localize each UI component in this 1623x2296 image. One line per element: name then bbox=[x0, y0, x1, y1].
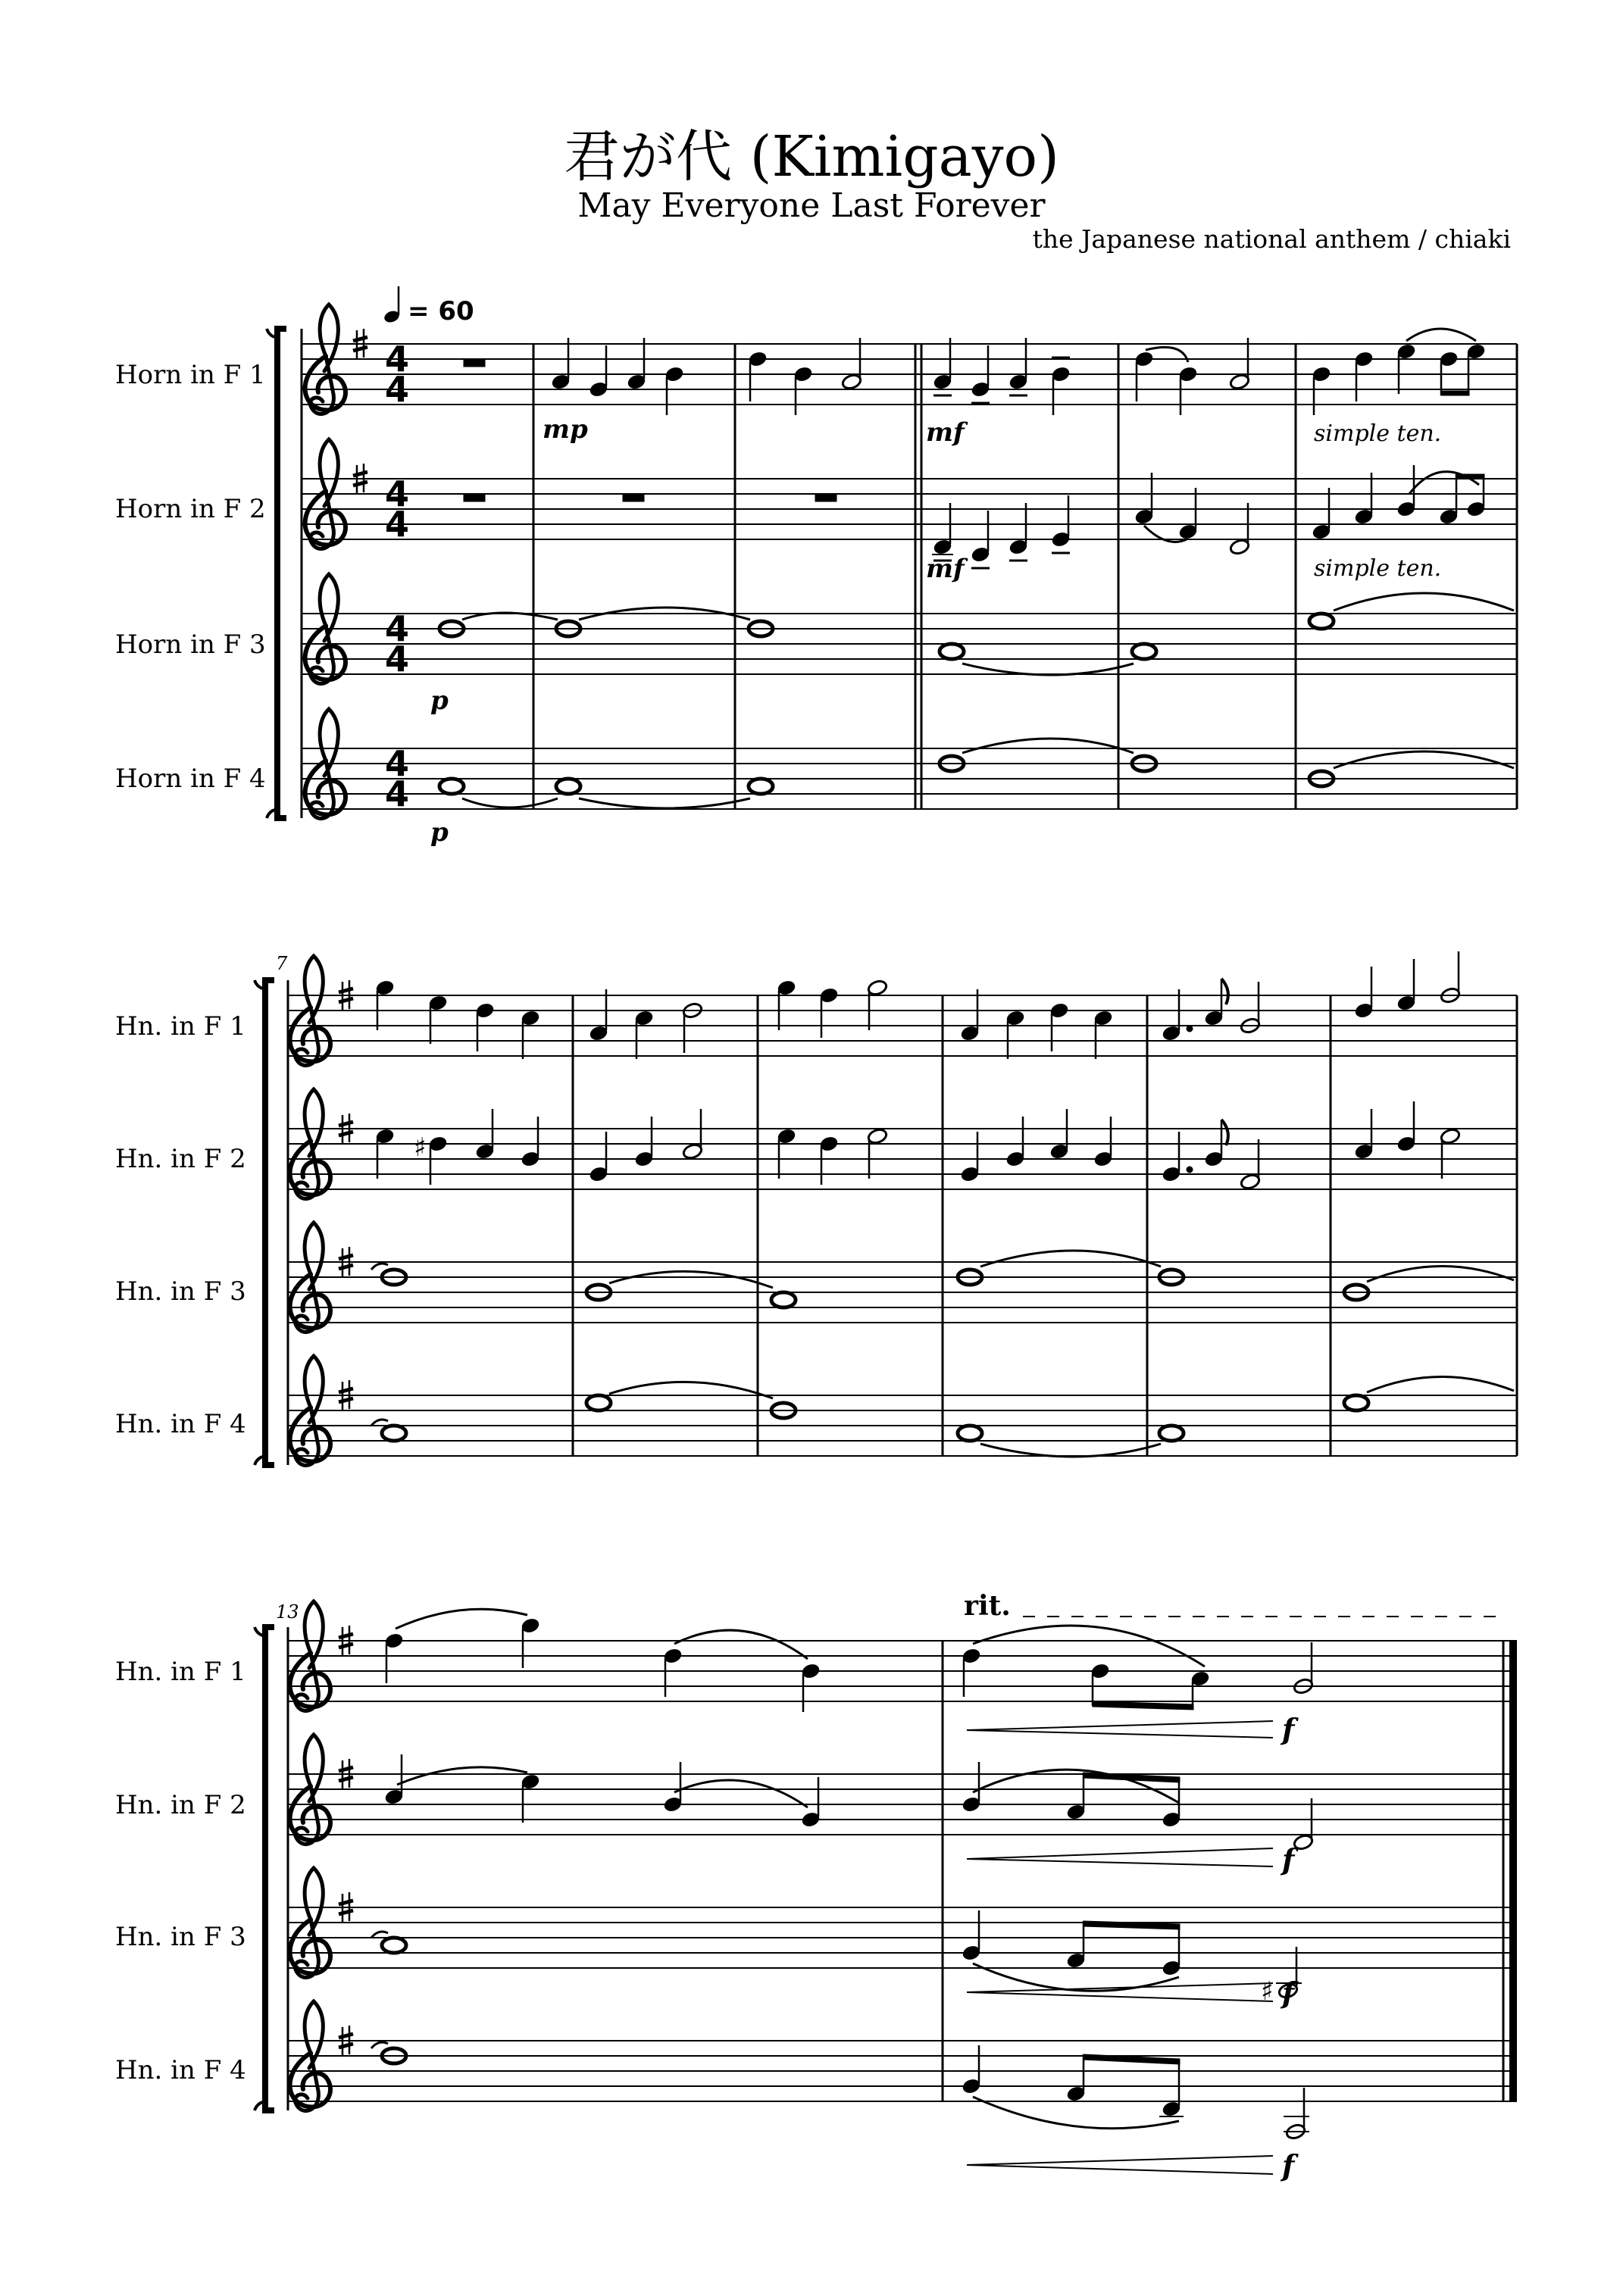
instrument-name: Hn. in F 1 bbox=[115, 1657, 246, 1687]
svg-text:f: f bbox=[1282, 1842, 1295, 1876]
instrument-name: Horn in F 4 bbox=[115, 764, 266, 794]
svg-text:4: 4 bbox=[385, 773, 410, 814]
horn4-notes-system3 bbox=[371, 2042, 1309, 2174]
svg-text:♯: ♯ bbox=[414, 1132, 427, 1163]
horn1-notes-system1 bbox=[464, 329, 1486, 415]
score-title: 君が代 (Kimigayo) bbox=[564, 124, 1059, 189]
system-1 bbox=[115, 286, 1517, 848]
instrument-name: Horn in F 1 bbox=[115, 360, 266, 390]
svg-text:4: 4 bbox=[385, 339, 410, 380]
svg-text:4: 4 bbox=[385, 639, 410, 679]
instrument-name: Hn. in F 3 bbox=[115, 1922, 246, 1952]
svg-text:f: f bbox=[1282, 1712, 1295, 1746]
staff-lines bbox=[288, 1641, 1517, 2101]
svg-text:mp: mp bbox=[543, 414, 588, 445]
instrument-name: Horn in F 2 bbox=[115, 494, 266, 524]
instrument-name: Hn. in F 3 bbox=[115, 1276, 246, 1307]
tempo-marking bbox=[383, 286, 474, 326]
measure-number: 13 bbox=[276, 1601, 299, 1623]
horn2-notes-system2 bbox=[375, 1101, 1461, 1191]
expression-text: simple ten. bbox=[1314, 420, 1442, 447]
svg-text:p: p bbox=[430, 686, 449, 716]
system-2 bbox=[115, 951, 1517, 1466]
system-bracket bbox=[277, 329, 286, 818]
instrument-name: Hn. in F 1 bbox=[115, 1011, 246, 1042]
final-barline bbox=[1509, 1641, 1517, 2101]
horn1-notes-system2 bbox=[375, 951, 1461, 1059]
instrument-name: Hn. in F 4 bbox=[115, 1409, 246, 1439]
svg-text:4: 4 bbox=[385, 369, 410, 410]
svg-text:mf: mf bbox=[926, 417, 965, 448]
svg-text:p: p bbox=[430, 817, 449, 848]
expression-text: simple ten. bbox=[1314, 555, 1442, 582]
system-bracket bbox=[265, 980, 274, 1465]
measure-number: 7 bbox=[276, 953, 288, 974]
svg-text:4: 4 bbox=[385, 743, 410, 784]
svg-text:♯: ♯ bbox=[1261, 1976, 1274, 2007]
svg-text:= 60: = 60 bbox=[408, 296, 474, 326]
horn1-notes-system3 bbox=[384, 1609, 1314, 1738]
svg-text:f: f bbox=[1282, 2148, 1295, 2182]
instrument-name: Hn. in F 4 bbox=[115, 2055, 246, 2085]
svg-text:4: 4 bbox=[385, 608, 410, 649]
system-3 bbox=[115, 1590, 1517, 2182]
score-subtitle: May Everyone Last Forever bbox=[577, 186, 1046, 225]
svg-text:4: 4 bbox=[385, 473, 410, 514]
svg-text:mf: mf bbox=[926, 554, 965, 584]
ritardando bbox=[964, 1590, 1497, 1622]
horn2-notes-system1 bbox=[464, 465, 1486, 568]
horn2-notes-system3 bbox=[384, 1754, 1314, 1866]
system-bracket bbox=[265, 1627, 274, 2110]
svg-text:4: 4 bbox=[385, 504, 410, 545]
svg-text:rit.: rit. bbox=[964, 1590, 1011, 1622]
instrument-name: Horn in F 3 bbox=[115, 629, 266, 660]
composer-credit: the Japanese national anthem / chiaki bbox=[1032, 224, 1511, 254]
horn3-notes-system3 bbox=[371, 1910, 1302, 2007]
staff-lines bbox=[288, 995, 1517, 1456]
instrument-name: Hn. in F 2 bbox=[115, 1144, 246, 1174]
horn3-notes-system1 bbox=[439, 593, 1514, 675]
svg-text:f: f bbox=[1282, 1976, 1295, 2010]
instrument-name: Hn. in F 2 bbox=[115, 1790, 246, 1820]
